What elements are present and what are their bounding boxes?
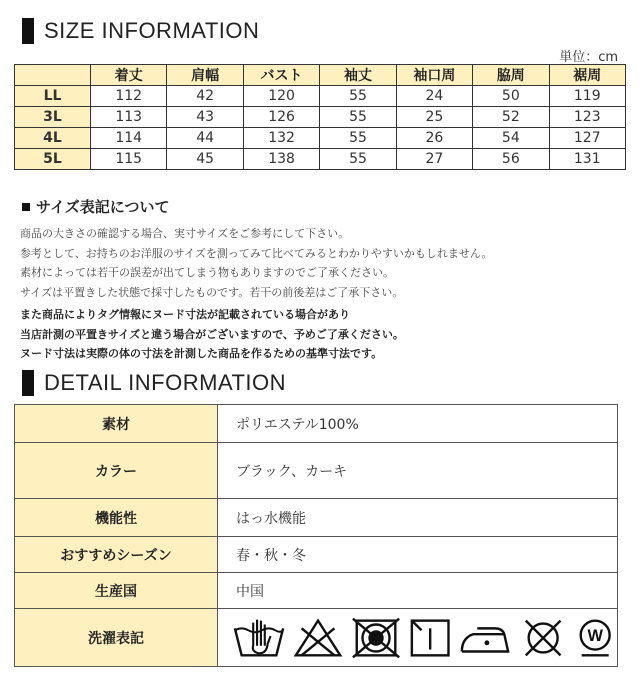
table-cell: 43 (167, 107, 243, 128)
size-table-header-row (15, 65, 626, 86)
table-cell: 27 (396, 149, 472, 170)
table-cell: 45 (167, 149, 243, 170)
row-label: 4L (15, 128, 91, 149)
do-not-bleach-icon (292, 616, 344, 660)
row-label: 5L (15, 149, 91, 170)
table-cell: 54 (473, 128, 549, 149)
table-cell: 123 (549, 107, 625, 128)
table-row (15, 573, 618, 609)
detail-information-header (22, 370, 286, 396)
header-cell: 脇周 (473, 65, 549, 86)
table-cell: 115 (91, 149, 167, 170)
note-line-bold: ヌード寸法は実際の体の寸法を計測した商品を作るための基準寸法です。 (20, 347, 383, 360)
header-cell: バスト (243, 65, 319, 86)
row-label: LL (15, 86, 91, 107)
detail-label: おすすめシーズン (15, 537, 218, 573)
table-row (15, 499, 618, 537)
table-cell: 24 (396, 86, 472, 107)
table-cell: 42 (167, 86, 243, 107)
size-notes (20, 224, 493, 302)
size-notes-heading (22, 196, 170, 217)
table-cell: 131 (549, 149, 625, 170)
table-cell: 55 (320, 86, 396, 107)
size-information-header (22, 18, 259, 44)
detail-value: 春・秋・冬 (218, 537, 618, 573)
table-row (15, 405, 618, 443)
table-row (15, 537, 618, 573)
header-cell: 袖丈 (320, 65, 396, 86)
row-label: 3L (15, 107, 91, 128)
do-not-tumble-dry-icon (350, 616, 402, 660)
table-cell: 55 (320, 149, 396, 170)
do-not-dry-clean-icon (520, 616, 566, 660)
note-line-bold: また商品によりタグ情報にヌード寸法が記載されている場合があり (20, 308, 350, 321)
section-bar (22, 18, 34, 44)
table-cell: 112 (91, 86, 167, 107)
table-cell: 55 (320, 107, 396, 128)
detail-label: 機能性 (15, 499, 218, 537)
table-row (15, 609, 618, 667)
svg-text:W: W (587, 626, 603, 645)
table-row (15, 149, 626, 170)
note-line: サイズは平置きした状態で採寸したものです。若干の前後差はご了承下さい。 (20, 285, 404, 299)
line-dry-shade-icon (408, 616, 452, 660)
table-cell: 138 (243, 149, 319, 170)
table-cell: 120 (243, 86, 319, 107)
table-cell: 26 (396, 128, 472, 149)
table-cell: 119 (549, 86, 625, 107)
note-line: 参考として、お持ちのお洋服のサイズを測ってみて比べてみるとわかりやすいかもしれません。 (20, 246, 493, 260)
detail-label: 生産国 (15, 573, 218, 609)
table-cell: 127 (549, 128, 625, 149)
table-row (15, 128, 626, 149)
care-icons (230, 616, 617, 660)
detail-table (14, 404, 618, 667)
header-cell: 袖口周 (396, 65, 472, 86)
table-cell: 113 (91, 107, 167, 128)
iron-low-icon (458, 616, 514, 660)
detail-label: カラー (15, 443, 218, 499)
detail-label: 素材 (15, 405, 218, 443)
detail-value: ポリエステル100% (218, 405, 618, 443)
table-cell: 52 (473, 107, 549, 128)
detail-value: ブラック、カーキ (218, 443, 618, 499)
table-cell: 55 (320, 128, 396, 149)
table-cell: 132 (243, 128, 319, 149)
size-notes-heading-text: サイズ表記について (36, 198, 170, 216)
table-cell: 25 (396, 107, 472, 128)
size-notes-bold (20, 305, 404, 364)
detail-value: 中国 (218, 573, 618, 609)
detail-information-title: DETAIL INFORMATION (44, 370, 287, 395)
table-row (15, 107, 626, 128)
wet-clean-icon (573, 616, 617, 660)
section-bar (22, 370, 34, 396)
care-symbols-cell (218, 609, 618, 667)
detail-label: 洗濯表記 (15, 609, 218, 667)
size-table (14, 64, 626, 170)
table-cell: 126 (243, 107, 319, 128)
table-cell: 114 (91, 128, 167, 149)
table-cell: 44 (167, 128, 243, 149)
table-cell: 50 (473, 86, 549, 107)
unit-label: 単位：cm (559, 50, 618, 65)
size-information-title: SIZE INFORMATION (44, 18, 260, 43)
header-cell: 裾周 (549, 65, 625, 86)
header-cell: 着丈 (91, 65, 167, 86)
hand-wash-icon (232, 616, 286, 660)
note-line: 商品の大きさの確認する場合、実寸サイズをご参考にして下さい。 (20, 227, 350, 240)
corner-cell (15, 65, 91, 86)
table-cell: 56 (473, 149, 549, 170)
note-line: 素材によっては若干の誤差が出てしまう物もありますのでご了承ください。 (20, 266, 394, 279)
table-row (15, 86, 626, 107)
detail-value: はっ水機能 (218, 499, 618, 537)
table-row (15, 443, 618, 499)
bullet-square (22, 203, 30, 211)
note-line-bold: 当店計測の平置きサイズと違う場合がございますので、予めご了承ください。 (20, 327, 404, 341)
header-cell: 肩幅 (167, 65, 243, 86)
